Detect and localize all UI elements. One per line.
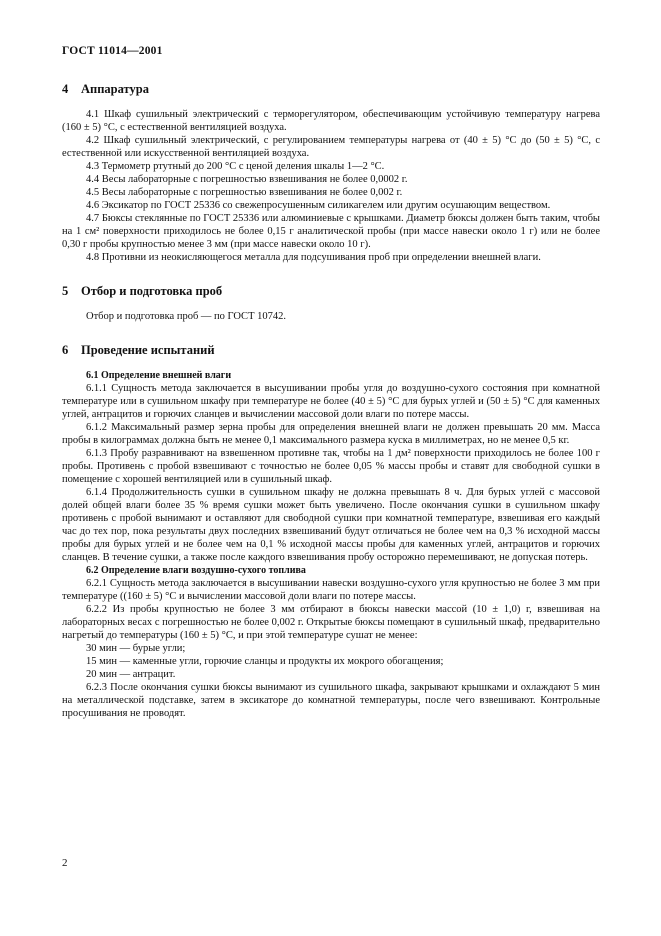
section-5-text: Отбор и подготовка проб — по ГОСТ 10742. [86,311,286,322]
section-4-title: Аппаратура [81,82,149,96]
page-number: 2 [62,857,68,869]
paragraph-6-1-4: 6.1.4 Продолжительность сушки в сушильном шкафу не должна превышать 8 ч. Для бурых углей с массовой долей общей влаги более 35 % время сушки может быть увеличено. После окончания сушки в сушильном шкафу противень с пробой вынимают и оставляют для свободной сушки при комнатной температуре, взвешивая его каждый час до тех пор, пока результаты двух последних взвешиваний будут отличаться не более чем на 0,3 % исходной массы пробы для бурых углей и не более чем на 0,1 % исходной массы пробы для каменных углей, антрацитов и горючих сланцев. В течение сушки, а также после каждого взвешивания пробу осторожно перемешивают, не допуская потерь. [62,487,600,563]
document-code: ГОСТ 11014—2001 [62,45,163,57]
paragraph-4-4: 4.4 Весы лабораторные с погрешностью взвешивания не более 0,0002 г. [86,174,408,185]
section-5-heading [62,283,600,299]
paragraph-4-2: 4.2 Шкаф сушильный электрический, с регулированием температуры нагрева от (40 ± 5) °С до (50 ± 5) °С, с естественной или искусственной вентиляцией воздуха. [62,135,600,159]
section-6-heading [62,342,600,358]
paragraph-4-5: 4.5 Весы лабораторные с погрешностью взвешивания не более 0,002 г. [86,187,403,198]
paragraph-4-8: 4.8 Противни из неокисляющегося металла для подсушивания проб при определении внешней влаги. [86,252,541,263]
paragraph-4-6: 4.6 Эксикатор по ГОСТ 25336 со свежепросушенным силикагелем или другим осушающим веществом. [86,200,551,211]
section-5-title: Отбор и подготовка проб [81,284,223,298]
paragraph-6-1-3: 6.1.3 Пробу разравнивают на взвешенном противне так, чтобы на 1 дм² поверхности приходилось не более 100 г пробы. Противень с пробой взвешивают с точностью не более 0,05 % массы пробы и ставят для свободной сушки в помещение с хорошей вентиляцией или в сушильный шкаф. [62,448,600,485]
subsection-6-1-title: 6.1 Определение внешней влаги [86,370,232,381]
page-content [62,68,600,720]
spacer [62,323,600,329]
paragraph-6-1-2: 6.1.2 Максимальный размер зерна пробы для определения внешней влаги не должен превышать 20 мм. Масса пробы в килограммах должна быть не менее 0,1 максимального размера куска в миллиметрах, но не менее 0,5 кг. [62,422,600,446]
paragraph-4-3: 4.3 Термометр ртутный до 200 °С с ценой деления шкалы 1—2 °С. [86,161,385,172]
list-item-drying-time: 20 мин — антрацит. [86,669,176,680]
section-4-heading [62,81,600,97]
subsection-6-2-title: 6.2 Определение влаги воздушно-сухого топлива [86,565,306,576]
paragraph-6-2-2: 6.2.2 Из пробы крупностью не более 3 мм отбирают в бюксы навески массой (10 ± 1,0) г, взвешивая на лабораторных весах с погрешностью не более 0,002 г. Открытые бюксы помещают в сушильный шкаф, предварительно нагретый до температуры (160 ± 5) °С, и при этой температуре сушат не менее: [62,604,600,641]
section-5-number: 5 [62,284,69,298]
section-4-number: 4 [62,82,69,96]
paragraph-4-1: 4.1 Шкаф сушильный электрический с терморегулятором, обеспечивающим устойчивую температуру нагрева (160 ± 5) °С, с естественной вентиляцией воздуха. [62,109,600,133]
spacer [62,264,600,270]
list-item-drying-time: 15 мин — каменные угли, горючие сланцы и продукты их мокрого обогащения; [86,656,444,667]
section-6-number: 6 [62,343,69,357]
section-6-title: Проведение испытаний [81,343,215,357]
paragraph-6-2-1: 6.2.1 Сущность метода заключается в высушивании навески воздушно-сухого угля крупностью не более 3 мм при температуре ((160 ± 5) °С и вычислении массовой доли влаги по потере массы. [62,578,600,602]
paragraph-6-1-1: 6.1.1 Сущность метода заключается в высушивании пробы угля до воздушно-сухого состояния при комнатной температуре или в сушильном шкафу при температуре не более (40 ± 5) °С для бурых углей и (50 ± 5) °С для каменных углей, антрацитов и горючих сланцев и вычислении массовой доли влаги по потере массы. [62,383,600,420]
paragraph-6-2-3: 6.2.3 После окончания сушки бюксы вынимают из сушильного шкафа, закрывают крышками и охлаждают 5 мин на металлической подставке, затем в эксикаторе до комнатной температуры, после чего взвешивают. Контрольные просушивания не проводят. [62,682,600,719]
paragraph-4-7: 4.7 Бюксы стеклянные по ГОСТ 25336 или алюминиевые с крышками. Диаметр бюксы должен быть таким, чтобы на 1 см² поверхности приходилось не более 0,15 г аналитической пробы (при массе навески около 1 г) или не более 0,30 г пробы крупностью менее 3 мм (при массе навески около 10 г). [62,213,600,250]
list-item-drying-time: 30 мин — бурые угли; [86,643,186,654]
